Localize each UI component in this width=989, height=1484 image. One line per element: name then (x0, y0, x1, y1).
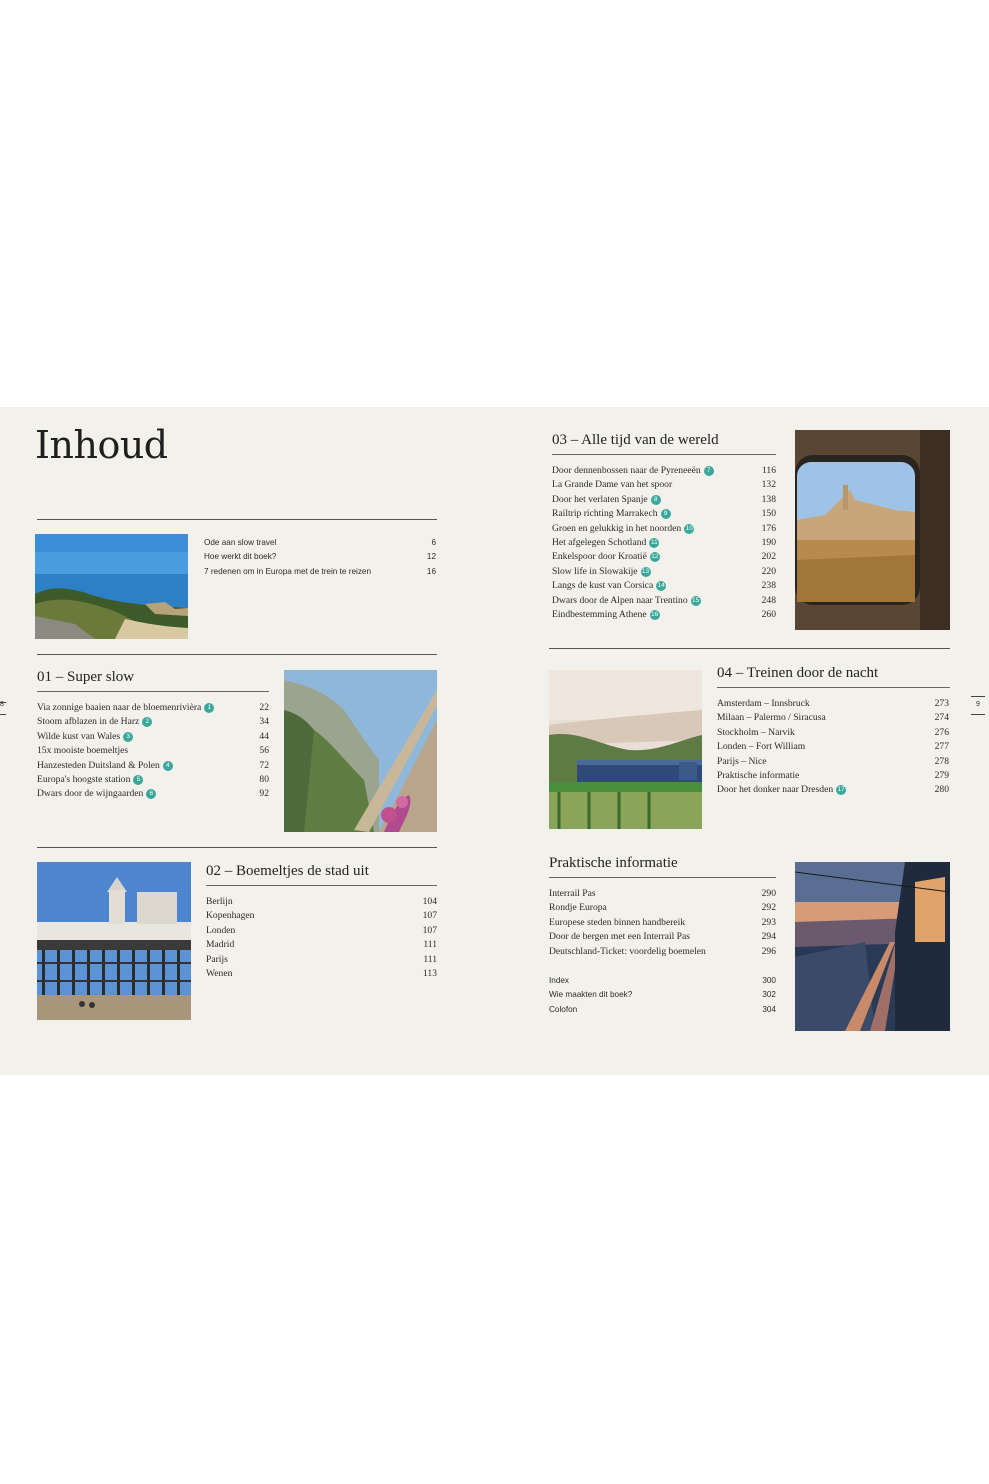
toc-item[interactable]: Langs de kust van Corsica 14 238 (552, 580, 776, 592)
section01-title: 01 – Super slow (37, 669, 135, 685)
train-window-photo (795, 430, 950, 630)
toc-item[interactable]: Milaan – Palermo / Siracusa 274 (717, 712, 949, 724)
toc-item[interactable]: Wenen 113 (206, 967, 437, 979)
toc-item[interactable]: Madrid 111 (206, 939, 437, 951)
section02-top-rule (37, 847, 437, 848)
end-matter-list (549, 974, 776, 1017)
toc-item[interactable]: Door de bergen met een Interrail Pas 294 (549, 931, 776, 943)
toc-item[interactable]: La Grande Dame van het spoor 132 (552, 479, 776, 491)
page-number-left: 8 (0, 701, 4, 708)
practical-title: Praktische informatie (549, 855, 678, 871)
toc-item[interactable]: Wie maakten dit boek? 302 (549, 990, 776, 1000)
toc-item[interactable]: Stoom afblazen in de Harz 2 34 (37, 716, 269, 728)
toc-item[interactable]: Stockholm – Narvik 276 (717, 726, 949, 738)
route-badge: 11 (650, 538, 658, 546)
route-badge: 7 (704, 466, 714, 476)
section04-rule (717, 687, 950, 688)
section02-title: 02 – Boemeltjes de stad uit (206, 863, 369, 879)
practical-rule (549, 877, 776, 878)
route-badge: 15 (692, 596, 700, 604)
page-marker-line (971, 696, 985, 697)
toc-item[interactable]: Dwars door de wijngaarden 6 92 (37, 788, 269, 800)
page-marker-line (0, 714, 6, 715)
mountain-railway-photo (284, 670, 437, 832)
section03-rule (552, 454, 776, 455)
section02-list (206, 895, 437, 981)
section04-list (717, 697, 949, 798)
section04-title: 04 – Treinen door de nacht (717, 665, 879, 681)
route-badge: 17 (837, 786, 845, 794)
route-badge: 9 (661, 509, 671, 519)
page-marker-line (971, 714, 985, 715)
book-spread (0, 407, 989, 1075)
toc-item[interactable]: Praktische informatie 279 (717, 769, 949, 781)
route-badge: 16 (650, 610, 659, 618)
toc-item[interactable]: Slow life in Slowakije 13 220 (552, 565, 776, 577)
toc-item[interactable]: Het afgelegen Schotland 11 190 (552, 536, 776, 548)
route-badge: 2 (142, 717, 152, 727)
toc-item[interactable]: Hanzesteden Duitsland & Polen 4 72 (37, 759, 269, 771)
section01-list (37, 701, 269, 802)
toc-item[interactable]: Berlijn 104 (206, 896, 437, 907)
route-badge: 12 (651, 553, 659, 561)
route-badge: 5 (133, 775, 143, 785)
route-badge: 14 (657, 582, 665, 590)
toc-item[interactable]: Parijs – Nice 278 (717, 755, 949, 767)
toc-item[interactable]: Europa's hoogste station 5 80 (37, 773, 269, 785)
intro-item[interactable]: 7 redenen om in Europa met de trein te reizen 16 (204, 566, 436, 576)
sunset-train-photo (795, 862, 950, 1031)
section03-title: 03 – Alle tijd van de wereld (552, 432, 719, 448)
section04-top-rule (549, 648, 950, 649)
route-badge: 6 (146, 789, 156, 799)
section03-list (552, 464, 776, 622)
toc-item[interactable]: Interrail Pas 290 (549, 888, 776, 899)
pier-photo (37, 862, 191, 1020)
route-badge: 13 (641, 567, 650, 575)
toc-item[interactable]: Eindbestemming Athene 16 260 (552, 608, 776, 620)
section01-rule (37, 691, 269, 692)
toc-item[interactable]: Londen – Fort William 277 (717, 741, 949, 753)
contents-title: Inhoud (35, 423, 168, 467)
toc-item[interactable]: Door dennenbossen naar de Pyreneeën 7 116 (552, 465, 776, 476)
toc-item[interactable]: Rondje Europa 292 (549, 902, 776, 914)
toc-item[interactable]: Colofon 304 (549, 1004, 776, 1014)
route-badge: 1 (204, 703, 214, 713)
toc-item[interactable]: Kopenhagen 107 (206, 910, 437, 922)
toc-item[interactable]: Index 300 (549, 976, 776, 985)
intro-item[interactable]: Ode aan slow travel 6 (204, 538, 436, 547)
toc-item[interactable]: Dwars door de Alpen naar Trentino 15 248 (552, 594, 776, 606)
toc-item[interactable]: Londen 107 (206, 924, 437, 936)
intro-item[interactable]: Hoe werkt dit boek? 12 (204, 552, 436, 562)
toc-item[interactable]: Amsterdam – Innsbruck 273 (717, 698, 949, 709)
coast-photo (35, 534, 188, 639)
toc-item[interactable]: Europese steden binnen handbereik 293 (549, 916, 776, 928)
toc-item[interactable]: 15x mooiste boemeltjes 56 (37, 745, 269, 757)
toc-item[interactable]: Deutschland-Ticket: voordelig boemelen 296 (549, 945, 776, 957)
toc-item[interactable]: Door het donker naar Dresden 17 280 (717, 784, 949, 796)
toc-item[interactable]: Enkelspoor door Kroatië 12 202 (552, 551, 776, 563)
toc-item[interactable]: Door het verlaten Spanje 8 138 (552, 493, 776, 505)
practical-list (549, 887, 776, 959)
route-badge: 4 (163, 761, 173, 771)
toc-item[interactable]: Wilde kust van Wales 3 44 (37, 730, 269, 742)
route-badge: 8 (651, 495, 661, 505)
toc-item[interactable]: Via zonnige baaien naar de bloemenrivièra 1 22 (37, 702, 269, 713)
section01-top-rule (37, 654, 437, 655)
night-train-photo (549, 670, 702, 829)
toc-item[interactable]: Groen en gelukkig in het noorden 10 176 (552, 522, 776, 534)
section02-rule (206, 885, 437, 886)
intro-rule (37, 519, 437, 520)
route-badge: 10 (685, 524, 693, 532)
intro-list (204, 536, 436, 579)
toc-item[interactable]: Parijs 111 (206, 953, 437, 965)
route-badge: 3 (123, 732, 133, 742)
page-number-right: 9 (976, 701, 980, 708)
toc-item[interactable]: Railtrip richting Marrakech 9 150 (552, 508, 776, 520)
